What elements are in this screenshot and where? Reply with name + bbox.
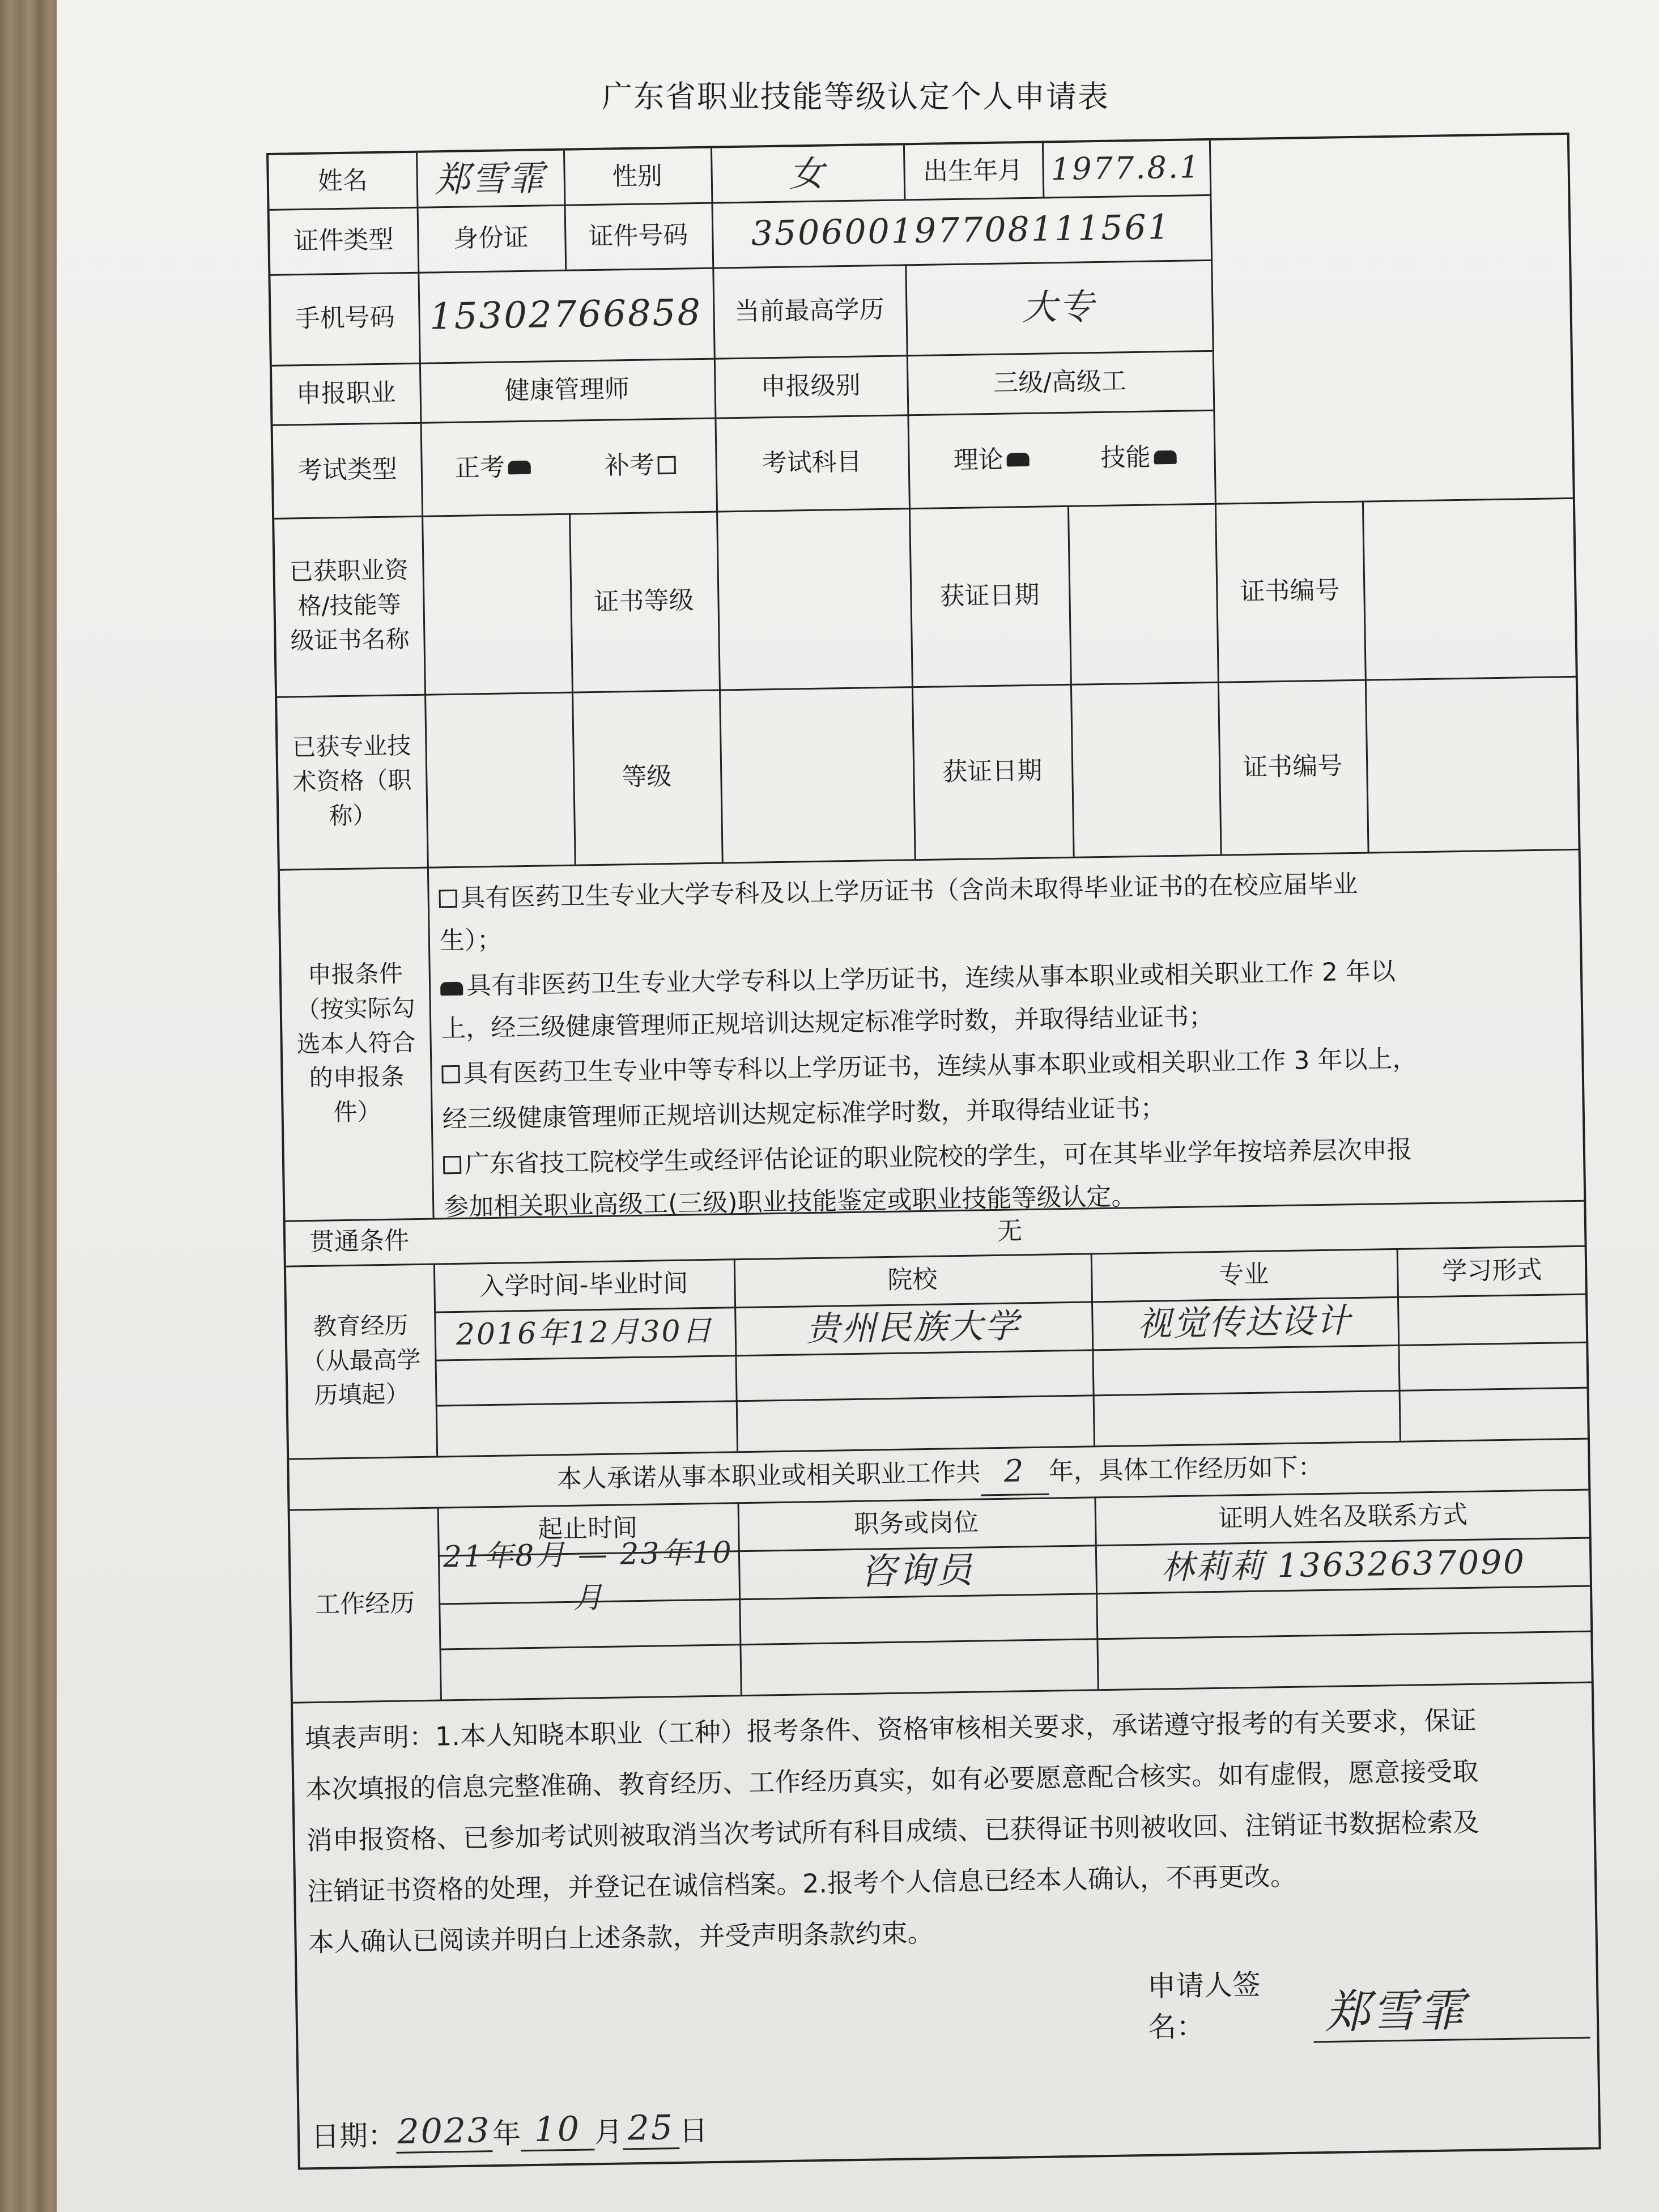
exam-regular-label: 正考: [454, 453, 505, 483]
option-exam-makeup[interactable]: [567, 418, 716, 513]
option-exam-regular[interactable]: [420, 420, 569, 516]
label-education: 当前最高学历: [734, 295, 884, 327]
label-through: 贯通条件: [309, 1226, 410, 1257]
condition-1[interactable]: 具有医药卫生专业大学专科及以上学历证书（含尚未取得毕业证书的在校应届毕业: [439, 872, 1358, 911]
checked-icon: [1006, 452, 1029, 466]
label-level: 申报级别: [760, 371, 861, 401]
checked-icon: [1154, 450, 1176, 464]
edu-row-time[interactable]: 2016年12月30日: [456, 1313, 714, 1352]
header-edu-major: 专业: [1218, 1260, 1269, 1290]
header-edu-time: 入学时间-毕业时间: [479, 1269, 688, 1301]
signature[interactable]: 郑雪霏: [1313, 1972, 1590, 2043]
sign-label: 申请人签名：: [1147, 1968, 1261, 2044]
work-promise: 本人承诺从事本职业或相关职业工作共 2 年，具体工作经历如下：: [289, 1438, 1590, 1509]
edu-row-school[interactable]: 贵州民族大学: [806, 1306, 1021, 1350]
option-theory[interactable]: [907, 412, 1079, 508]
value-level: 三级/高级工: [993, 366, 1127, 398]
work-row-post[interactable]: 咨询员: [860, 1549, 975, 1593]
header-edu-form: 学习形式: [1441, 1255, 1542, 1286]
date-month[interactable]: 10: [520, 2109, 594, 2151]
checkbox-icon: [441, 1065, 460, 1083]
year-label: 年: [492, 2117, 521, 2151]
date-day[interactable]: 25: [622, 2108, 679, 2150]
date-year[interactable]: 2023: [395, 2111, 492, 2154]
checkbox-icon: [657, 456, 675, 474]
option-skill[interactable]: [1066, 410, 1215, 505]
label-id-number: 证件号码: [588, 220, 688, 251]
condition-3-cont: 经三级健康管理师正规培训达规定标准学时数，并取得结业证书；: [442, 1094, 1166, 1134]
declaration-line-4: 注销证书资格的处理，并登记在诚信档案。2.报考个人信息已经本人确认，不再更改。: [307, 1860, 1297, 1907]
work-row-ref[interactable]: 林莉莉 13632637090: [1161, 1542, 1526, 1587]
label-occupation: 申报职业: [296, 378, 397, 409]
label-exam-subject: 考试科目: [762, 447, 862, 478]
value-phone[interactable]: 15302766858: [429, 291, 703, 338]
signature-area: [1147, 1968, 1590, 2045]
header-work-post: 职务或岗位: [853, 1508, 979, 1539]
application-form-table: [266, 133, 1601, 2170]
date-area: [310, 2089, 878, 2155]
condition-2-cont: 上，经三级健康管理师正规培训达规定标准学时数，并取得结业证书；: [440, 1002, 1214, 1044]
label-conditions: 申报条件（按实际勾选本人符合的申报条件）: [296, 959, 416, 1126]
label-id-type: 证件类型: [293, 225, 394, 256]
exam-makeup-label: 补考: [604, 450, 655, 480]
label-exam-type: 考试类型: [297, 454, 398, 485]
label-cert1: 已获职业资格/技能等级证书名称: [289, 556, 410, 655]
label-name: 姓名: [317, 165, 368, 196]
declaration-line-2: 本次填报的信息完整准确、教育经历、工作经历真实，如有必要愿意配合核实。如有虚假，愿意接受取: [305, 1755, 1479, 1805]
desk-background: [0, 0, 62, 2212]
checkbox-icon: [439, 890, 457, 908]
label-gender: 性别: [612, 161, 663, 192]
month-label: 月: [594, 2115, 623, 2149]
label-phone: 手机号码: [295, 303, 395, 334]
label-edu-history: 教育经历（从最高学历填起）: [301, 1311, 421, 1410]
label-cert-level: 证书等级: [594, 585, 694, 616]
header-edu-school: 院校: [887, 1265, 938, 1295]
value-occupation: 健康管理师: [504, 374, 630, 406]
value-birth[interactable]: 1977.8.1: [1050, 149, 1201, 188]
label-level2: 等级: [621, 762, 672, 792]
value-gender[interactable]: 女: [788, 152, 826, 195]
declaration-line-3: 消申报资格、已参加考试则被取消当次考试所有科目成绩、已获得证书则被收回、注销证书数据检索及: [306, 1806, 1479, 1856]
day-label: 日: [679, 2114, 708, 2147]
declaration-line-1: 填表声明：1.本人知晓本职业（工种）报考条件、资格审核相关要求，承诺遵守报考的有关要求，保证: [304, 1704, 1477, 1754]
header-work-ref: 证明人姓名及联系方式: [1218, 1500, 1468, 1533]
declaration-line-5: 本人确认已阅读并明白上述条款，并受声明条款约束。: [308, 1917, 934, 1958]
work-row-time[interactable]: 21年8月 — 23年10月: [443, 1535, 734, 1615]
value-id-number[interactable]: 350600197708111561: [751, 207, 1172, 254]
skill-label: 技能: [1100, 443, 1151, 473]
value-through: 无: [997, 1216, 1023, 1247]
value-education[interactable]: 大专: [1021, 286, 1096, 329]
label-no2: 证书编号: [1242, 751, 1343, 782]
condition-3[interactable]: 具有医药卫生专业中等专科以上学历证书，连续从事本职业或相关职业工作 3 年以上，: [441, 1047, 1417, 1087]
condition-2[interactable]: 具有非医药卫生专业大学专科以上学历证书，连续从事本职业或相关职业工作 2 年以: [440, 959, 1396, 999]
form-title: 广东省职业技能等级认定个人申请表: [602, 79, 1109, 114]
checkbox-icon: [443, 1156, 461, 1174]
condition-1-cont: 生）；: [439, 925, 503, 956]
date-label: 日期：: [310, 2119, 397, 2154]
label-cert-date: 获证日期: [939, 580, 1040, 611]
checked-icon: [440, 982, 463, 996]
edu-row-major[interactable]: 视觉传达设计: [1137, 1301, 1352, 1345]
value-id-type: 身份证: [453, 223, 529, 253]
label-cert-no: 证书编号: [1239, 575, 1340, 606]
label-cert2: 已获专业技术资格（职称）: [292, 731, 412, 830]
label-birth: 出生年月: [922, 155, 1023, 186]
value-work-years[interactable]: 2: [980, 1449, 1049, 1496]
checked-icon: [508, 460, 531, 474]
value-name[interactable]: 郑雪霏: [434, 156, 546, 200]
condition-4-cont: 参加相关职业高级工(三级)职业技能鉴定或职业技能等级认定。: [443, 1182, 1137, 1222]
theory-label: 理论: [953, 445, 1004, 475]
label-work-history: 工作经历: [314, 1589, 415, 1620]
edu-row-form[interactable]: [1397, 1294, 1588, 1345]
condition-4[interactable]: 广东省技工院校学生或经评估论证的职业院校的学生，可在其毕业学年按培养层次申报: [443, 1137, 1412, 1177]
label-date2: 获证日期: [942, 756, 1043, 786]
header-work-time: 起止时间: [537, 1513, 638, 1544]
